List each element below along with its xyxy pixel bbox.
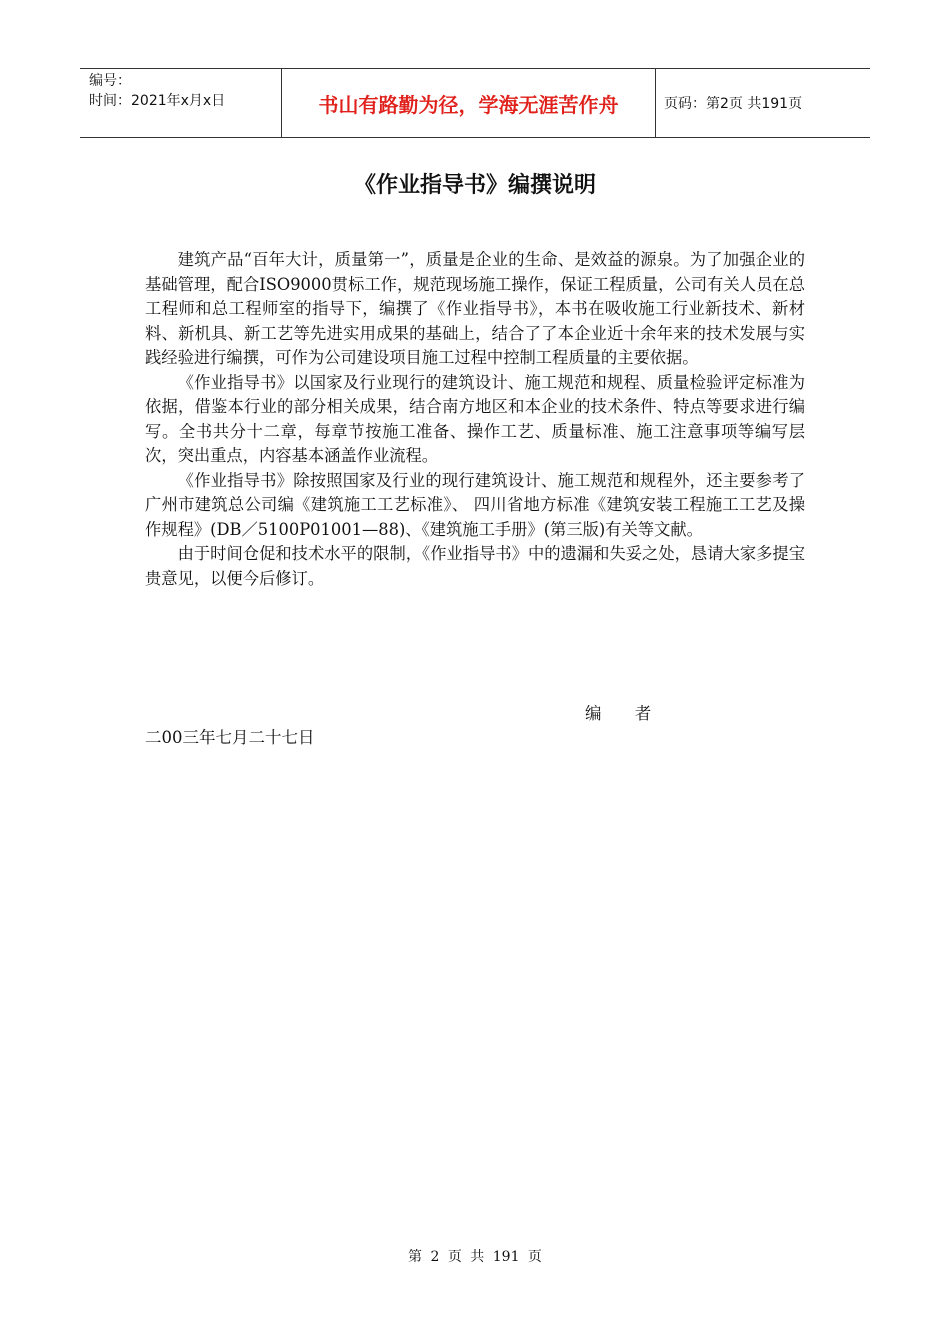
document-body [145,248,805,591]
header-table [80,68,870,138]
page-footer: 第 2 页 共 191 页 [408,1249,542,1265]
document-time-label: 时间：2021年x月x日 [89,93,226,109]
paragraph-3: 《作业指导书》除按照国家及行业的现行建筑设计、施工规范和规程外，还主要参考了广州市建筑总公司编《建筑施工工艺标准》、 四川省地方标准《建筑安装工程施工工艺及操作规程》(DB／5100P01001—88)、《建筑施工手册》(第三版)有关等文献。 [145,470,805,539]
document-number-label: 编号： [89,73,131,89]
paragraph-2: 《作业指导书》以国家及行业现行的建筑设计、施工规范和规程、质量检验评定标准为依据，借鉴本行业的部分相关成果，结合南方地区和本企业的技术条件、特点等要求进行编写。全书共分十二章，每章节按施工准备、操作工艺、质量标准、施工注意事项等编写层次，突出重点，内容基本涵盖作业流程。 [145,372,805,465]
paragraph-1: 建筑产品“百年大计，质量第一”，质量是企业的生命、是效益的源泉。为了加强企业的基础管理，配合ISO9000贯标工作，规范现场施工操作，保证工程质量，公司有关人员在总工程师和总工程师室的指导下，编撰了《作业指导书》，本书在吸收施工行业新技术、新材料、新机具、新工艺等先进实用成果的基础上，结合了了本企业近十余年来的技术发展与实践经验进行编撰，可作为公司建设项目施工过程中控制工程质量的主要依据。 [145,250,805,367]
header-motto: 书山有路勤为径，学海无涯苦作舟 [282,69,656,137]
document-date: 二00三年七月二十七日 [145,728,315,747]
paragraph-4: 由于时间仓促和技术水平的限制，《作业指导书》中的遗漏和失妥之处，恳请大家多提宝贵意见，以便今后修订。 [145,544,805,588]
header-meta-cell [80,69,282,137]
header-page-info: 页码：第2页 共191页 [664,96,803,112]
author-signature: 编 者 [585,704,666,723]
document-title: 《作业指导书》编撰说明 [353,173,596,198]
